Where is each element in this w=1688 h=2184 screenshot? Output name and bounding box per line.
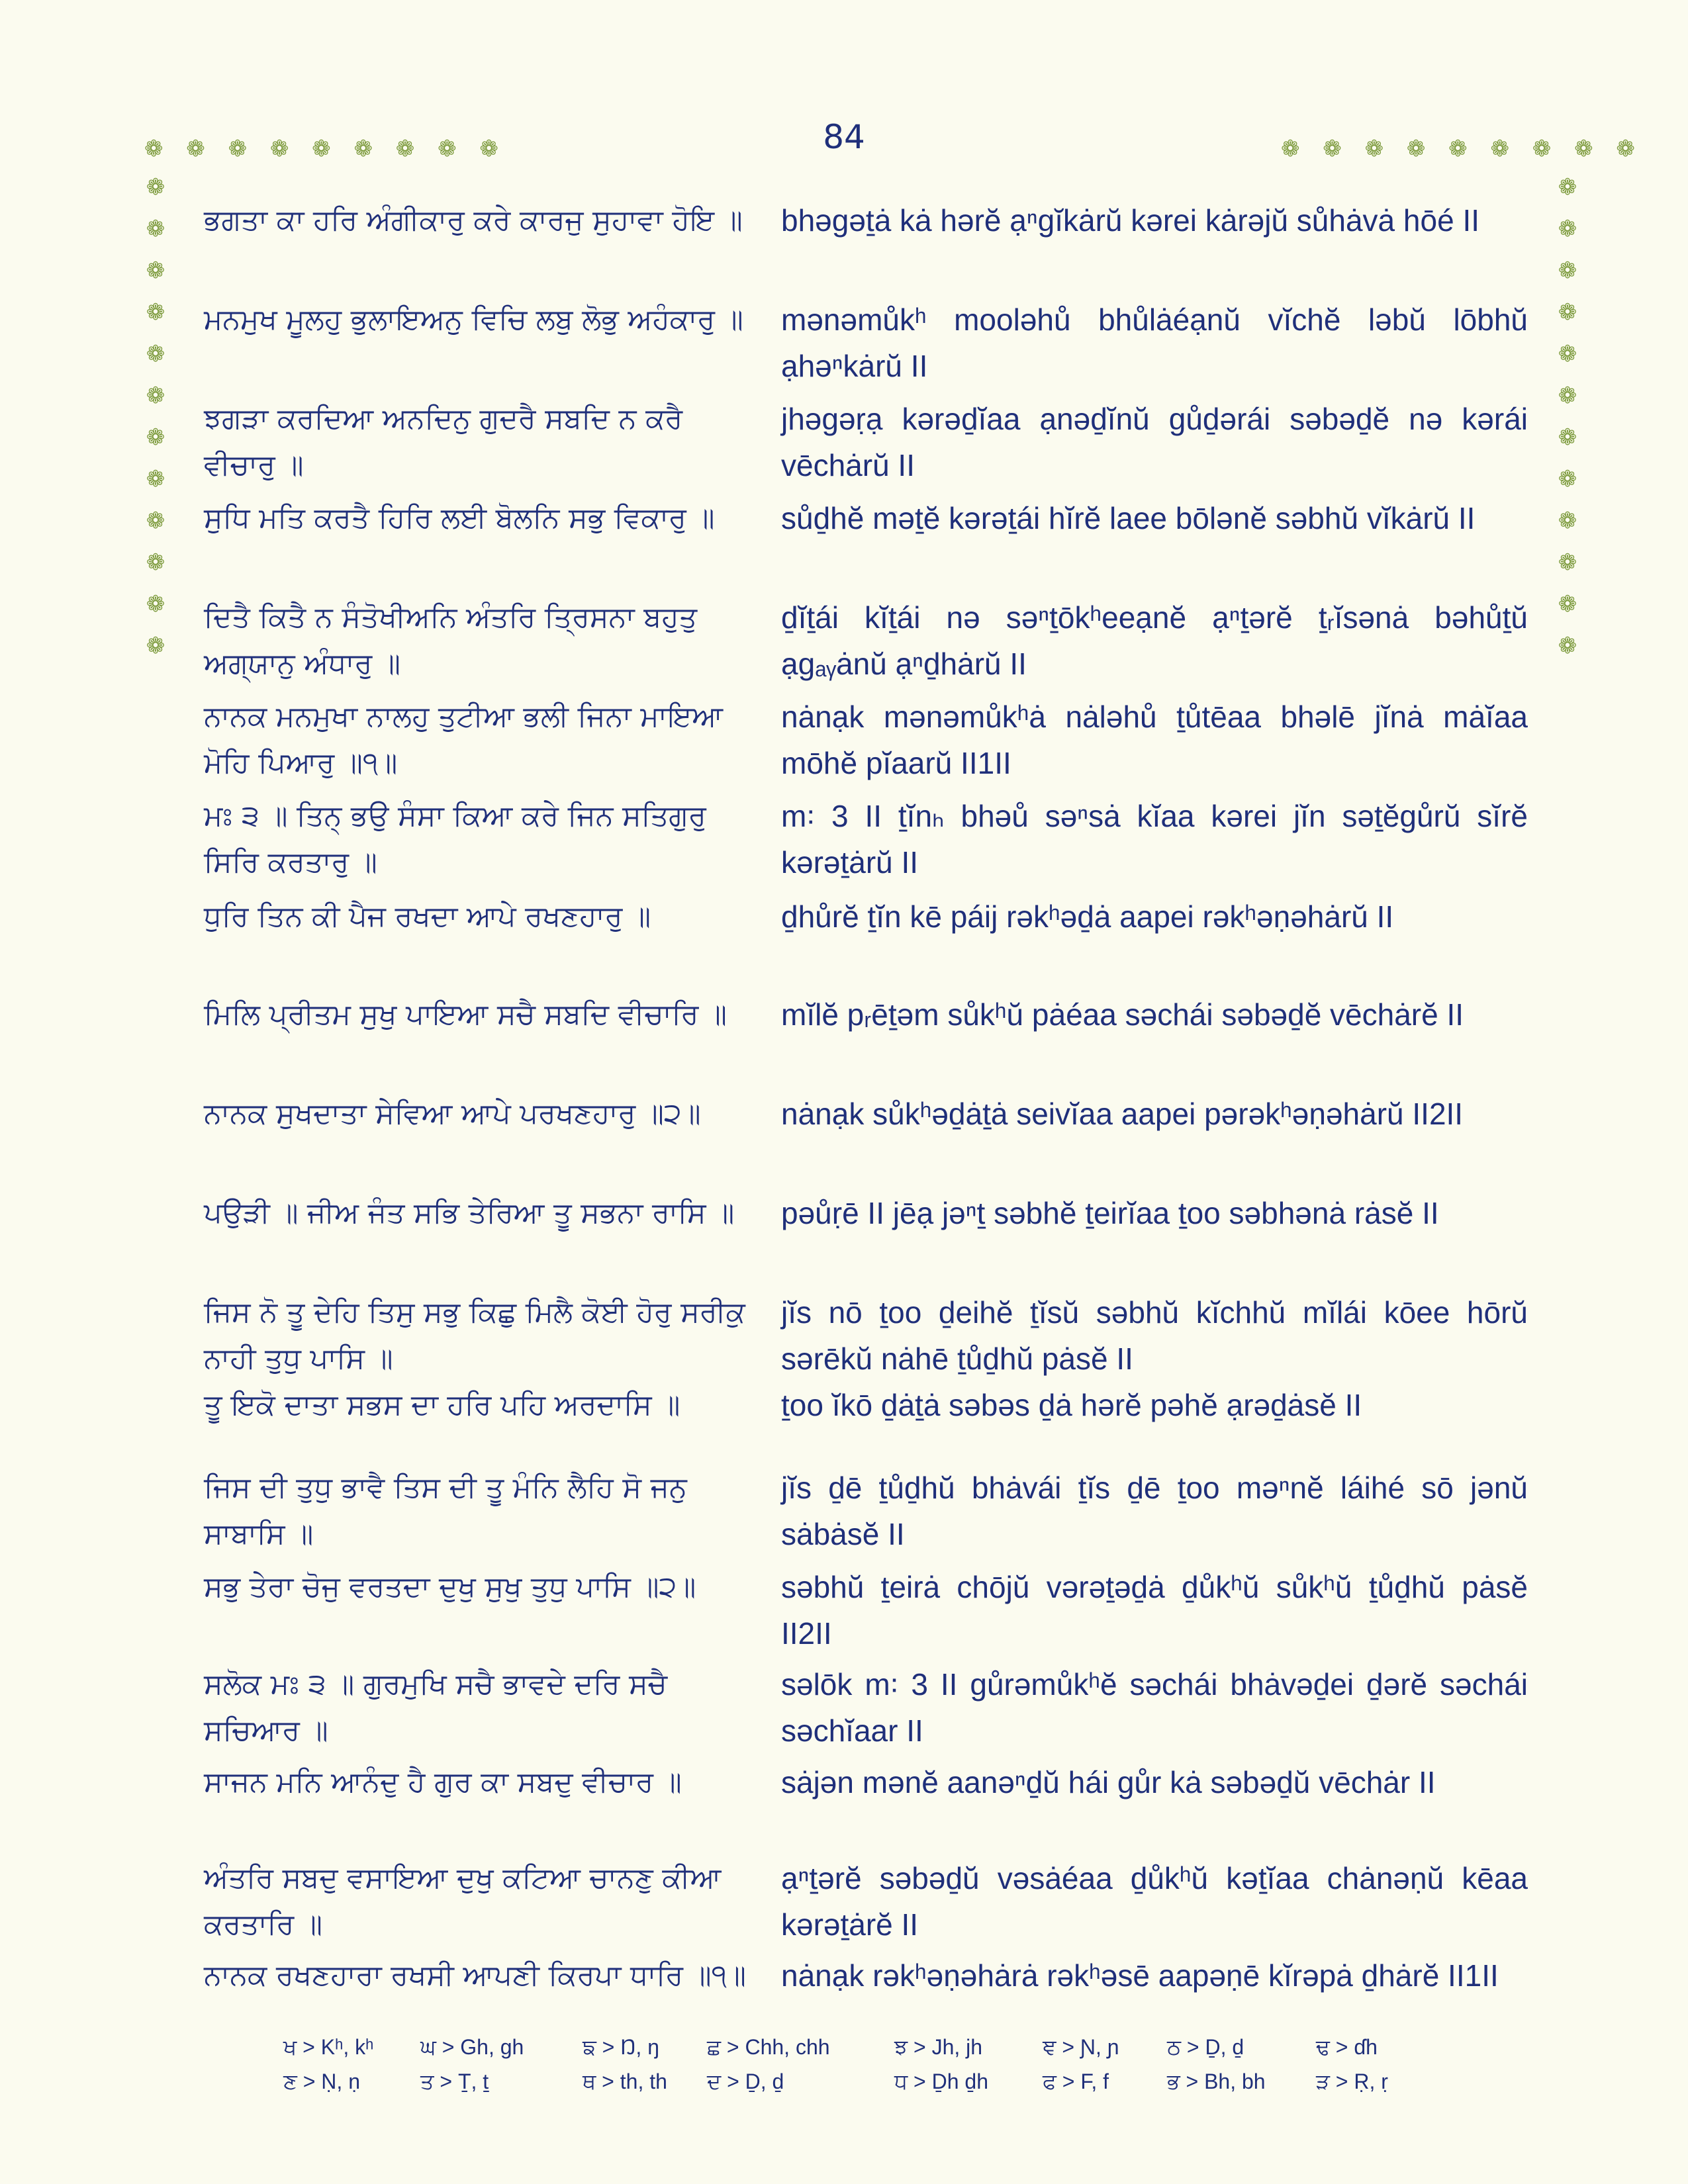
border-ornament-right (1554, 167, 1581, 667)
flower-ornament-icon: ❁ (1558, 383, 1577, 409)
legend-item: ਥ > th, th (583, 2070, 667, 2093)
gurmukhi-text: ਸਲੋਕ ਮਃ ੩ ॥ ਗੁਰਮੁਖਿ ਸਚੈ ਭਾਵਦੇ ਦਰਿ ਸਚੈ ਸਚਿਆਰ ॥ (204, 1668, 667, 1747)
flower-ornament-icon: ❁ (146, 174, 165, 201)
flower-ornament-icon: ❁ (1558, 257, 1577, 284)
verse-row (204, 1091, 1528, 1137)
transliteration-text: sůḏhĕ məṯĕ kərəṯái hĭrĕ laee bōlənĕ səbhŭ vĭkȧrŭ II (781, 501, 1476, 535)
flower-ornament-icon: ❁ (1558, 549, 1577, 576)
flower-ornament-icon: ❁ (1558, 591, 1577, 617)
verse-row (204, 594, 1528, 687)
legend-item: ਧ > Ḏh ḏh (894, 2070, 989, 2093)
verse-row (204, 1465, 1528, 1557)
legend-item: ਫ > F, f (1043, 2070, 1109, 2093)
transliteration-text: pəůṛē II jēạ jəⁿṯ səbhĕ ṯeirĭaa ṯoo səbhənȧ rȧsĕ II (781, 1196, 1439, 1230)
legend-item: ਝ > Jh, jh (894, 2035, 983, 2059)
transliteration-text: mĭlĕ pᵣēṯəm sůkʰŭ pȧéaa səchái səbəḏĕ vēchȧrĕ II (781, 997, 1464, 1032)
gurmukhi-text: ਜਿਸ ਦੀ ਤੁਧੁ ਭਾਵੈ ਤਿਸ ਦੀ ਤੂ ਮੰਨਿ ਲੈਹਿ ਸੋ ਜਨੁ ਸਾਬਾਸਿ ॥ (204, 1471, 687, 1551)
flower-ornament-icon: ❁ (146, 633, 165, 659)
legend-item: ੜ > Ṛ, ṛ (1316, 2070, 1388, 2093)
legend-item: ਠ > Ḏ, ḏ (1167, 2035, 1244, 2059)
border-ornament-top-right: ❁ ❁ ❁ ❁ ❁ ❁ ❁ ❁ ❁ (1281, 136, 1643, 162)
legend-item: ਤ > Ṯ, ṯ (420, 2070, 489, 2093)
transliteration-text: bhəgəṯȧ kȧ hərĕ ạⁿgĭkȧrŭ kərei kȧrəjŭ sůhȧvȧ hōé II (781, 203, 1480, 238)
gurmukhi-text: ਸਾਜਨ ਮਨਿ ਆਨੰਦੁ ਹੈ ਗੁਰ ਕਾ ਸਬਦੁ ਵੀਚਾਰ ॥ (204, 1766, 682, 1799)
gurmukhi-text: ਸਭੁ ਤੇਰਾ ਚੋਜੁ ਵਰਤਦਾ ਦੁਖੁ ਸੁਖੁ ਤੁਧੁ ਪਾਸਿ ॥੨॥ (204, 1570, 696, 1604)
legend-item: ਖ > Kʰ, kʰ (283, 2035, 374, 2059)
legend-item: ਭ > Bh, bh (1167, 2070, 1266, 2093)
transliteration-text: jhəgəṛạ kərəḏĭaa ạnəḏĭnŭ gůḏərái səbəḏĕ nə kərái vēchȧrŭ II (781, 402, 1528, 482)
gurmukhi-text: ਅੰਤਰਿ ਸਬਦੁ ਵਸਾਇਆ ਦੁਖੁ ਕਟਿਆ ਚਾਨਣੁ ਕੀਆ ਕਰਤਾਰਿ ॥ (204, 1862, 722, 1941)
legend-item: ਙ > Ŋ, ŋ (583, 2035, 659, 2059)
flower-ornament-icon: ❁ (1558, 174, 1577, 201)
verse-row (204, 1382, 1528, 1428)
verse-row (204, 893, 1528, 940)
transliteration-text: mənəmůkʰ mooləhů bhůlȧéạnŭ vĭchĕ ləbŭ lōbhŭ ạhəⁿkȧrŭ II (781, 302, 1528, 383)
border-ornament-top-left: ❁ ❁ ❁ ❁ ❁ ❁ ❁ ❁ ❁ (144, 136, 506, 162)
gurmukhi-text: ਭਗਤਾ ਕਾ ਹਰਿ ਅੰਗੀਕਾਰੁ ਕਰੇ ਕਾਰਜੁ ਸੁਹਾਵਾ ਹੋਇ ॥ (204, 204, 743, 237)
flower-ornament-icon: ❁ (1558, 299, 1577, 326)
verse-row (204, 1759, 1528, 1805)
transliteration-text: nȧnạk rəkʰəṇəhȧrȧ rəkʰəsē aapəṇē kĭrəpȧ ḏhȧrĕ II1II (781, 1958, 1499, 1993)
transliteration-text: səlōk m꞉ 3 II gůrəmůkʰĕ səchái bhȧvəḏei ḏərĕ səchái səchĭaar II (781, 1667, 1528, 1748)
verse-row (204, 1289, 1528, 1382)
verse-row (204, 793, 1528, 886)
legend-item: ਦ > Ḏ, ḏ (707, 2070, 784, 2093)
gurmukhi-text: ਮਨਮੁਖ ਮੂਲਹੁ ਭੁਲਾਇਅਨੁ ਵਿਚਿ ਲਬੁ ਲੋਭੁ ਅਹੰਕਾਰੁ ॥ (204, 303, 743, 336)
flower-ornament-icon: ❁ (1558, 216, 1577, 242)
transliteration-text: ḏĭṯái kĭṯái nə səⁿṯōkʰeeạnĕ ạⁿṯərĕ ṯᵣĭsənȧ bəhůṯŭ ạgₐᵧȧnŭ ạⁿḏhȧrŭ II (781, 600, 1528, 681)
flower-ornament-icon: ❁ (146, 549, 165, 576)
page-number: 84 (823, 118, 865, 156)
legend-row (283, 2070, 1475, 2104)
gurmukhi-text: ਨਾਨਕ ਰਖਣਹਾਰਾ ਰਖਸੀ ਆਪਣੀ ਕਿਰਪਾ ਧਾਰਿ ॥੧॥ (204, 1959, 746, 1992)
flower-ornament-icon: ❁ (146, 216, 165, 242)
transliteration-legend (283, 2035, 1475, 2104)
gurmukhi-text: ਤੂ ਇਕੋ ਦਾਤਾ ਸਭਸ ਦਾ ਹਰਿ ਪਹਿ ਅਰਦਾਸਿ ॥ (204, 1388, 680, 1422)
flower-ornament-icon: ❁ (1558, 341, 1577, 367)
transliteration-text: m꞉ 3 II ṯĭnₕ bhəů səⁿsȧ kĭaa kərei jĭn səṯĕgůrŭ sĭrĕ kərəṯȧrŭ II (781, 799, 1528, 880)
flower-ornament-icon: ❁ (146, 508, 165, 534)
verse-row (204, 495, 1528, 541)
flower-ornament-icon: ❁ (1558, 633, 1577, 659)
gurmukhi-text: ਮਿਲਿ ਪ੍ਰੀਤਮ ਸੁਖੁ ਪਾਇਆ ਸਚੈ ਸਬਦਿ ਵੀਚਾਰਿ ॥ (204, 998, 727, 1031)
gurmukhi-text: ਨਾਨਕ ਮਨਮੁਖਾ ਨਾਲਹੁ ਤੁਟੀਆ ਭਲੀ ਜਿਨਾ ਮਾਇਆ ਮੋਹਿ ਪਿਆਰੁ ॥੧॥ (204, 700, 724, 780)
gurmukhi-text: ਝਗੜਾ ਕਰਦਿਆ ਅਨਦਿਨੁ ਗੁਦਰੈ ਸਬਦਿ ਨ ਕਰੈ ਵੀਚਾਰੁ ॥ (204, 402, 683, 482)
flower-ornament-icon: ❁ (146, 466, 165, 492)
verse-row (204, 396, 1528, 488)
legend-item: ਣ > Ṇ, ṇ (283, 2070, 360, 2093)
verse-row (204, 1190, 1528, 1236)
verse-row (204, 1661, 1528, 1754)
verse-row (204, 1564, 1528, 1651)
gurmukhi-text: ਦਿਤੈ ਕਿਤੈ ਨ ਸੰਤੋਖੀਅਨਿ ਅੰਤਰਿ ਤ੍ਰਿਸਨਾ ਬਹੁਤੁ ਅਗ੍ਯਾਨੁ ਅੰਧਾਰੁ ॥ (204, 601, 698, 680)
transliteration-text: səbhŭ ṯeirȧ chōjŭ vərəṯəḏȧ ḏůkʰŭ sůkʰŭ ṯůḏhŭ pȧsĕ II2II (781, 1570, 1528, 1651)
gurmukhi-text: ਜਿਸ ਨੋ ਤੂ ਦੇਹਿ ਤਿਸੁ ਸਭੁ ਕਿਛੁ ਮਿਲੈ ਕੋਈ ਹੋਰੁ ਸਰੀਕੁ ਨਾਹੀ ਤੁਧੁ ਪਾਸਿ ॥ (204, 1296, 745, 1375)
flower-ornament-icon: ❁ (146, 257, 165, 284)
verse-row (204, 296, 1528, 383)
legend-item: ਘ > Gh, gh (420, 2035, 524, 2059)
legend-row (283, 2035, 1475, 2070)
flower-ornament-icon: ❁ (146, 591, 165, 617)
gurmukhi-text: ਪਉੜੀ ॥ ਜੀਅ ਜੰਤ ਸਭਿ ਤੇਰਿਆ ਤੂ ਸਭਨਾ ਰਾਸਿ ॥ (204, 1197, 735, 1230)
flower-ornament-icon: ❁ (146, 299, 165, 326)
transliteration-text: ḏhůrĕ ṯĭn kē páij rəkʰəḏȧ aapei rəkʰəṇəhȧrŭ II (781, 899, 1394, 934)
flower-ornament-icon: ❁ (146, 383, 165, 409)
legend-item: ਞ > Ɲ, ɲ (1043, 2035, 1119, 2059)
transliteration-text: jĭs nō ṯoo ḏeihĕ ṯĭsŭ səbhŭ kĭchhŭ mĭlái kōee hōrŭ sərēkŭ nȧhē ṯůḏhŭ pȧsĕ II (781, 1295, 1528, 1376)
transliteration-text: ṯoo ĭkō ḏȧṯȧ səbəs ḏȧ hərĕ pəhĕ ạrəḏȧsĕ II (781, 1388, 1362, 1422)
gurmukhi-text: ਨਾਨਕ ਸੁਖਦਾਤਾ ਸੇਵਿਆ ਆਪੇ ਪਰਖਣਹਾਰੁ ॥੨॥ (204, 1097, 701, 1130)
flower-ornament-icon: ❁ (1558, 508, 1577, 534)
transliteration-text: jĭs ḏē ṯůḏhŭ bhȧvái ṯĭs ḏē ṯoo məⁿnĕ láihé sō jənŭ sȧbȧsĕ II (781, 1471, 1528, 1551)
verse-row (204, 197, 1528, 244)
transliteration-text: ạⁿṯərĕ səbəḏŭ vəsȧéaa ḏůkʰŭ kəṯĭaa chȧnəṇŭ kēaa kərəṯȧrĕ II (781, 1861, 1528, 1942)
legend-item: ਢ > ɗh (1316, 2035, 1378, 2059)
flower-ornament-icon: ❁ (146, 341, 165, 367)
gurmukhi-text: ਧੁਰਿ ਤਿਨ ਕੀ ਪੈਜ ਰਖਦਾ ਆਪੇ ਰਖਣਹਾਰੁ ॥ (204, 900, 651, 933)
legend-item: ਛ > Chh, chh (707, 2035, 830, 2059)
verse-row (204, 1855, 1528, 1948)
flower-ornament-icon: ❁ (146, 424, 165, 451)
transliteration-text: nȧnạk mənəmůkʰȧ nȧləhů ṯůtēaa bhəlē jĭnȧ mȧĭaa mōhĕ pĭaarŭ II1II (781, 700, 1528, 780)
verse-row (204, 694, 1528, 786)
border-ornament-left (142, 167, 169, 667)
transliteration-text: nȧnạk sůkʰəḏȧṯȧ seivĭaa aapei pərəkʰəṇəhȧrŭ II2II (781, 1097, 1464, 1131)
flower-ornament-icon: ❁ (1558, 466, 1577, 492)
verse-row (204, 991, 1528, 1038)
gurmukhi-text: ਮਃ ੩ ॥ ਤਿਨ੍ ਭਉ ਸੰਸਾ ਕਿਆ ਕਰੇ ਜਿਨ ਸਤਿਗੁਰੁ ਸਿਰਿ ਕਰਤਾਰੁ ॥ (204, 799, 706, 879)
flower-ornament-icon: ❁ (1558, 424, 1577, 451)
transliteration-text: sȧjən mənĕ aanəⁿḏŭ hái gůr kȧ səbəḏŭ vēchȧr II (781, 1765, 1436, 1799)
gurmukhi-text: ਸੁਧਿ ਮਤਿ ਕਰਤੈ ਹਿਰਿ ਲਈ ਬੋਲਨਿ ਸਭੁ ਵਿਕਾਰੁ ॥ (204, 502, 715, 535)
verse-row (204, 1952, 1528, 1999)
